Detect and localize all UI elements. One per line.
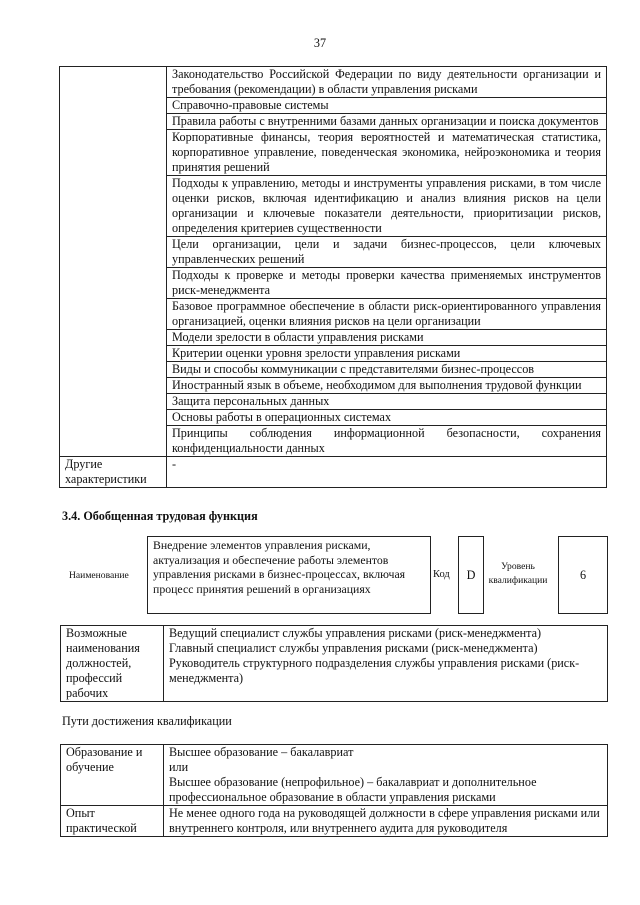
code-box: D	[458, 536, 484, 614]
knowledge-item: Виды и способы коммуникации с представителями бизнес-процессов	[167, 362, 607, 378]
required-knowledge-table	[59, 66, 607, 488]
knowledge-item: Справочно-правовые системы	[167, 98, 607, 114]
table-row	[61, 806, 608, 837]
section-title: 3.4. Обобщенная трудовая функция	[62, 509, 258, 523]
function-name-box: Внедрение элементов управления рисками, актуализация и обеспечение работы элементов управления рисками в бизнес-процессах, включая процесс принятия решений в организациях	[147, 536, 431, 614]
positions-table	[60, 625, 608, 702]
knowledge-item: Законодательство Российской Федерации по виду деятельности организации и требования (рекомендации) в области управления рисками	[167, 67, 607, 98]
code-label: Код	[433, 569, 450, 580]
qualification-paths-table	[60, 744, 608, 837]
knowledge-item: Принципы соблюдения информационной безопасности, сохранения конфиденциальности данных	[167, 426, 607, 457]
experience-value: Не менее одного года на руководящей должности в сфере управления рисками или внутреннего контроля, или внутреннего аудита для руководителя	[164, 806, 608, 837]
other-characteristics-value: -	[167, 457, 607, 488]
knowledge-item: Подходы к проверке и методы проверки качества применяемых инструментов риск-менеджмента	[167, 268, 607, 299]
knowledge-item: Защита персональных данных	[167, 394, 607, 410]
knowledge-item: Основы работы в операционных системах	[167, 410, 607, 426]
education-line: или	[169, 760, 189, 774]
positions-values-cell	[164, 626, 608, 702]
knowledge-label-cell	[60, 67, 167, 457]
table-row	[61, 626, 608, 702]
qualification-level-label: Уровень квалификации	[488, 561, 548, 586]
education-values-cell	[164, 745, 608, 806]
knowledge-item: Базовое программное обеспечение в области риск-ориентированного управления организацией, оценки влияния рисков на цели организации	[167, 299, 607, 330]
knowledge-item: Подходы к управлению, методы и инструменты управления рисками, в том числе оценки рисков, включая идентификацию и анализ влияния рисков на цели организации и ключевые показатели деятельности, приоритизации рисков, определения критериев существенности	[167, 176, 607, 237]
other-characteristics-label: Другие характеристики	[60, 457, 167, 488]
knowledge-item: Правила работы с внутренними базами данных организации и поиска документов	[167, 114, 607, 130]
education-line: Высшее образование – бакалавриат	[169, 745, 354, 759]
knowledge-item: Иностранный язык в объеме, необходимом для выполнения трудовой функции	[167, 378, 607, 394]
position-item: Ведущий специалист службы управления рисками (риск-менеджмента)	[169, 626, 542, 640]
knowledge-item: Критерии оценки уровня зрелости управления рисками	[167, 346, 607, 362]
knowledge-item: Цели организации, цели и задачи бизнес-процессов, цели ключевых управленческих решений	[167, 237, 607, 268]
knowledge-item: Корпоративные финансы, теория вероятностей и математическая статистика, корпоративное управление, поведенческая экономика, нейроэкономика и теория принятия решений	[167, 130, 607, 176]
education-line: Высшее образование (непрофильное) – бакалавриат и дополнительное профессиональное образование в области управления рисками	[169, 775, 537, 804]
page-number: 37	[313, 36, 327, 50]
table-row	[60, 457, 607, 488]
name-label: Наименование	[69, 570, 129, 581]
table-row	[61, 745, 608, 806]
qualification-level-box: 6	[558, 536, 608, 614]
positions-label: Возможные наименования должностей, профессий рабочих	[61, 626, 164, 702]
position-item: Главный специалист службы управления рисками (риск-менеджмента)	[169, 641, 538, 655]
education-label: Образование и обучение	[61, 745, 164, 806]
table-row	[60, 67, 607, 98]
experience-label: Опыт практической	[61, 806, 164, 837]
qualification-paths-heading: Пути достижения квалификации	[62, 714, 232, 728]
position-item: Руководитель структурного подразделения службы управления рисками (риск-менеджмента)	[169, 656, 580, 685]
knowledge-item: Модели зрелости в области управления рисками	[167, 330, 607, 346]
